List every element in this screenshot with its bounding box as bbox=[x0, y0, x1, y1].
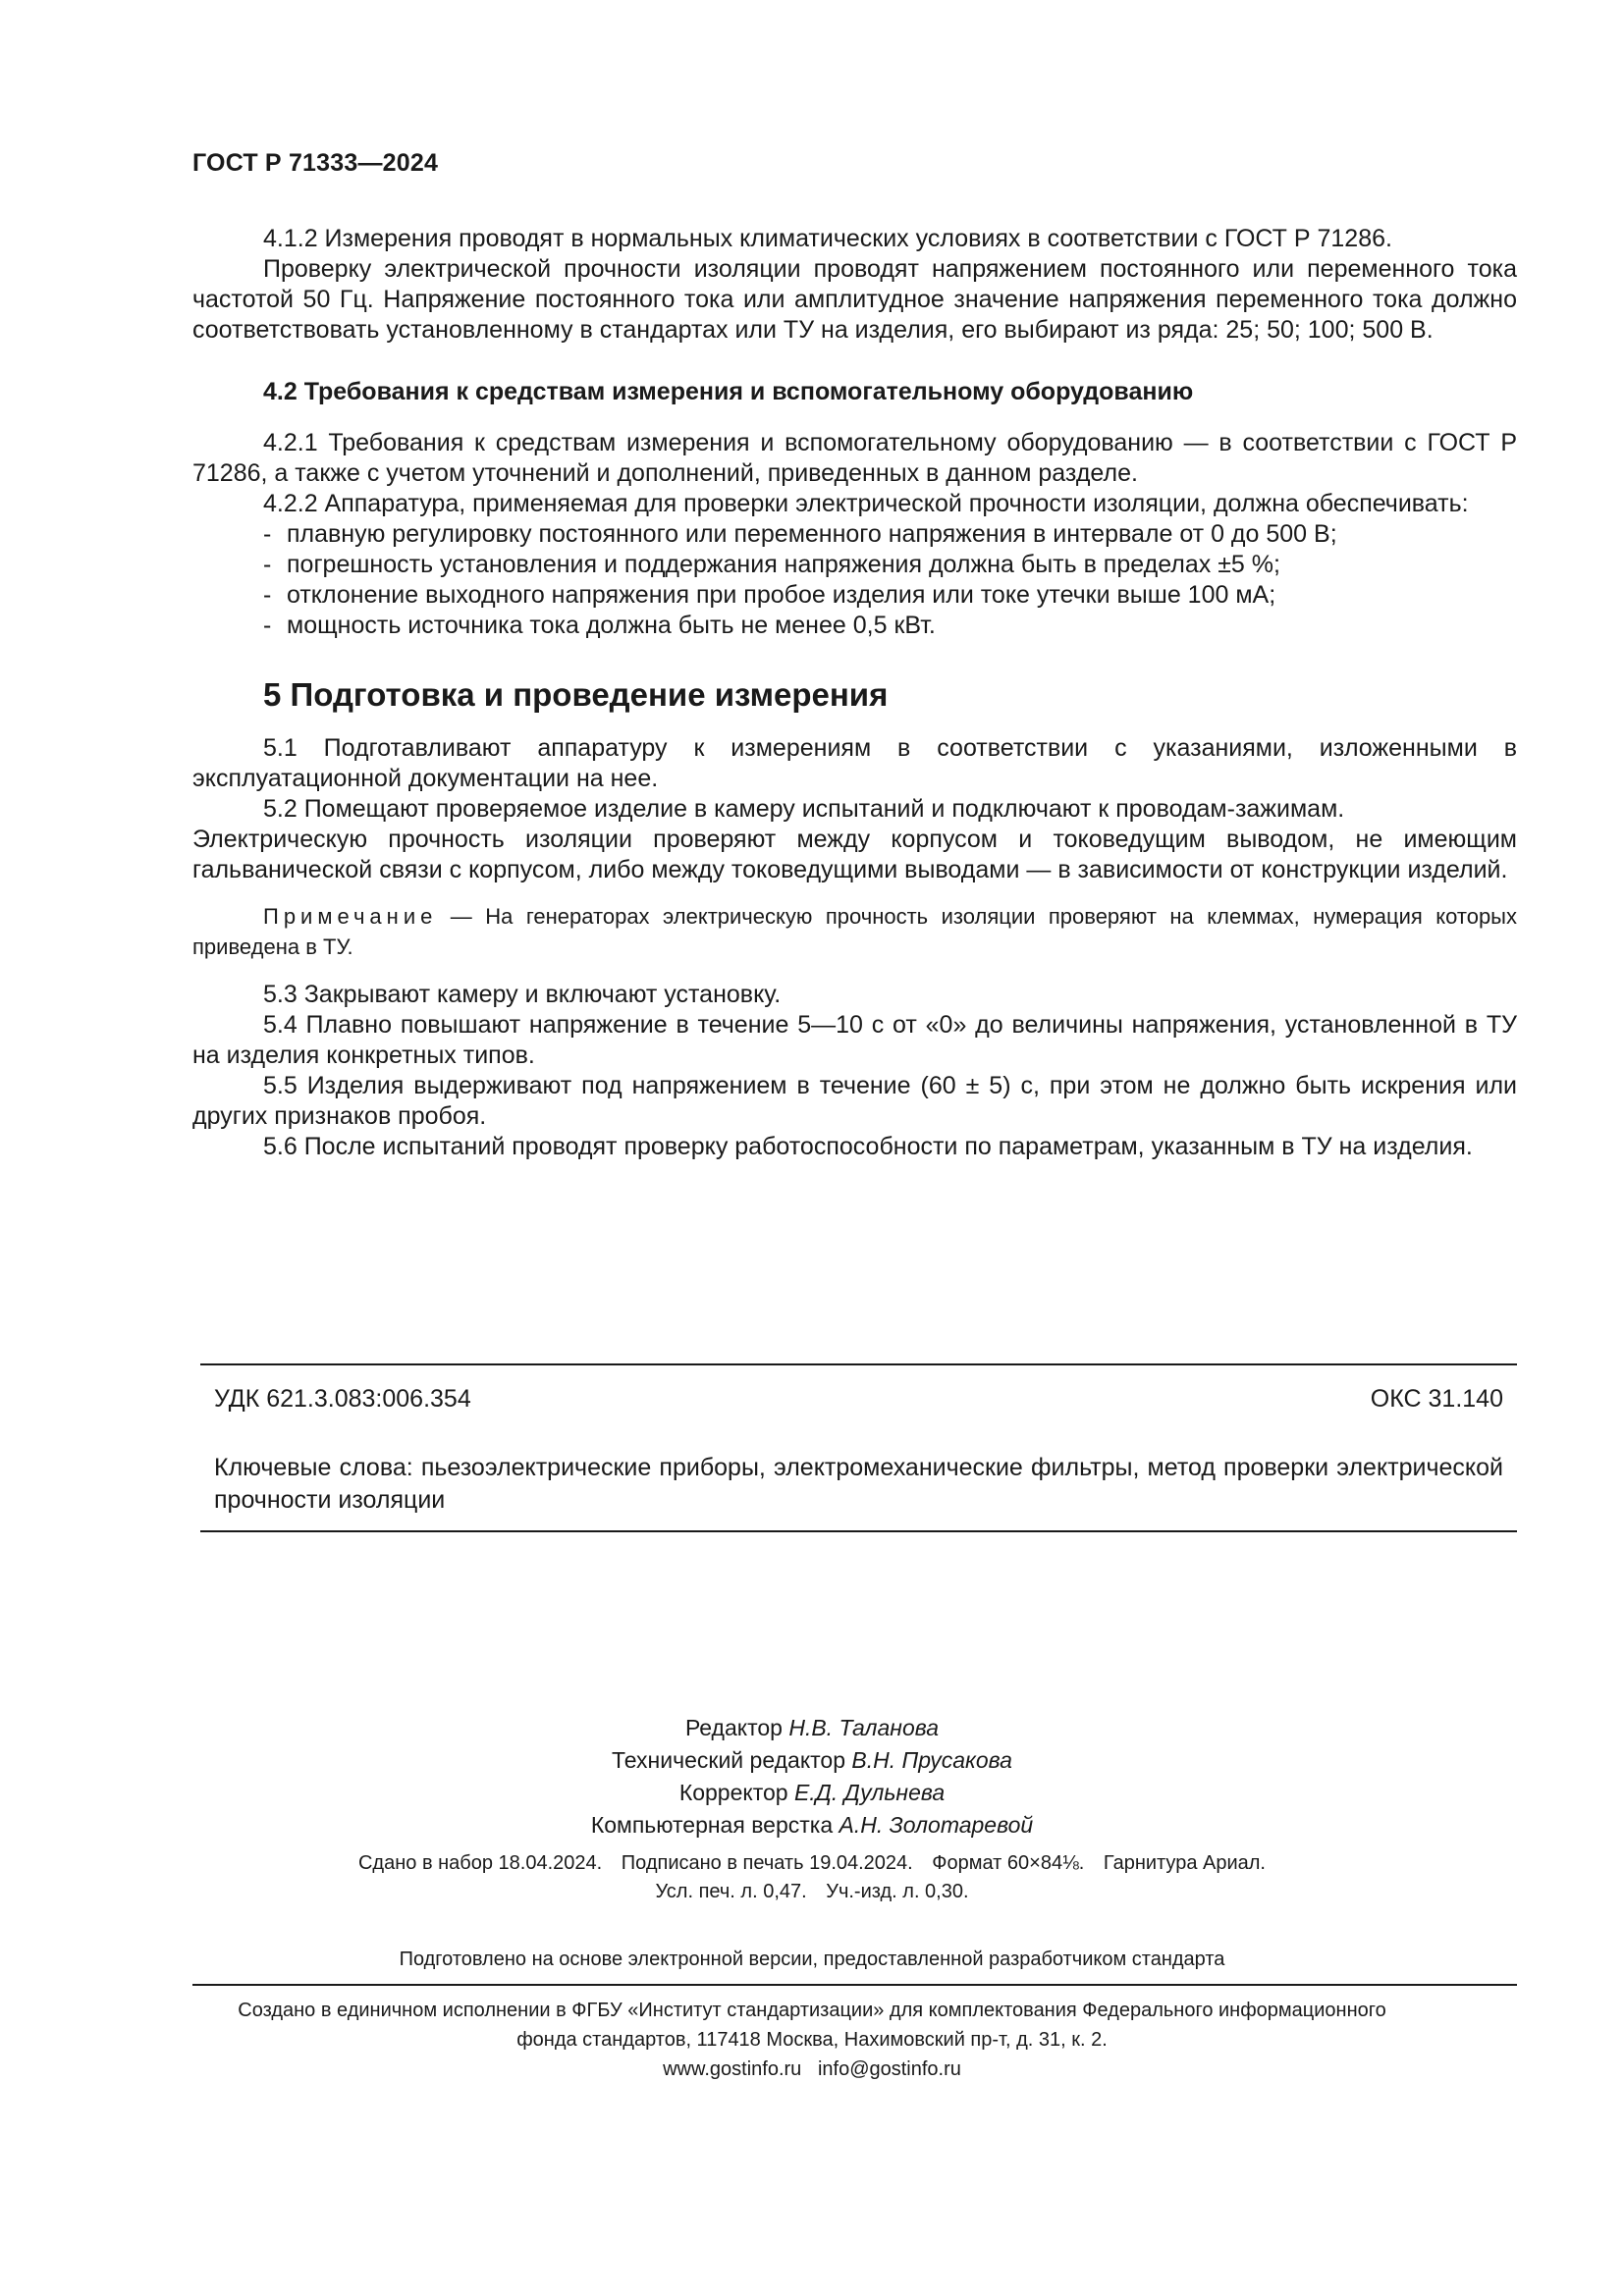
paragraph-5-2-continued: Электрическую прочность изоляции проверяют между корпусом и токоведущим выводом, не имеющим гальванической связи с корпусом, либо между токоведущими выводами — в зависимости от конструкции изделий. bbox=[192, 826, 1517, 883]
note-text: — На генераторах электрическую прочность изоляции проверяют на клеммах, нумерация которых приведена в ТУ. bbox=[192, 904, 1517, 959]
sent-date: Сдано в набор 18.04.2024. bbox=[357, 1852, 603, 1874]
paper-format: Формат 60×84⅛. bbox=[932, 1852, 1085, 1874]
paragraph-4-1-2-continued: Проверку электрической прочности изоляции проводят напряжением постоянного или переменного тока частотой 50 Гц. Напряжение постоянного тока или амплитудное значение напряжения переменного тока должно соответствовать установленному в стандартах или ТУ на изделия, его выбирают из ряда: 25; 50; 100; 500 В. bbox=[192, 255, 1517, 344]
list-item-text: погрешность установления и поддержания напряжения должна быть в пределах ±5 %; bbox=[287, 551, 1280, 578]
document-number: ГОСТ Р 71333—2024 bbox=[192, 149, 439, 177]
list-item bbox=[192, 550, 1517, 580]
paragraph-4-2-2: 4.2.2 Аппаратура, применяемая для проверки электрической прочности изоляции, должна обеспечивать: bbox=[263, 490, 1469, 517]
divider bbox=[192, 1984, 1517, 1986]
publisher-line: фонда стандартов, 117418 Москва, Нахимовский пр-т, д. 31, к. 2. bbox=[516, 2029, 1108, 2051]
paragraph-5-4: 5.4 Плавно повышают напряжение в течение 5—10 с от «0» до величины напряжения, установленной в ТУ на изделия конкретных типов. bbox=[192, 1011, 1517, 1069]
paragraph-4-1-2: 4.1.2 Измерения проводят в нормальных климатических условиях в соответствии с ГОСТ Р 71286. bbox=[263, 225, 1392, 252]
list-item bbox=[192, 580, 1517, 611]
list-dash: - bbox=[263, 612, 272, 639]
classification-row bbox=[200, 1365, 1517, 1418]
oks-code: ОКС 31.140 bbox=[1370, 1385, 1503, 1413]
paragraph-5-1: 5.1 Подготавливают аппаратуру к измерениям в соответствии с указаниями, изложенными в эксплуатационной документации на нее. bbox=[192, 734, 1517, 792]
edition-sheets: Уч.-изд. л. 0,30. bbox=[826, 1881, 969, 1902]
section-heading-5: 5 Подготовка и проведение измерения bbox=[263, 676, 889, 713]
credit-role: Корректор bbox=[678, 1780, 788, 1805]
publisher-line: Создано в единичном исполнении в ФГБУ «Институт стандартизации» для комплектования Федерального информационного bbox=[238, 2000, 1386, 2021]
list-item bbox=[192, 519, 1517, 550]
prepared-note: Подготовлено на основе электронной версии, предоставленной разработчиком стандарта bbox=[399, 1949, 1225, 1970]
print-sheets: Усл. печ. л. 0,47. bbox=[655, 1881, 807, 1902]
email-link[interactable]: info@gostinfo.ru bbox=[817, 2058, 961, 2080]
typeface: Гарнитура Ариал. bbox=[1103, 1852, 1266, 1874]
list-dash: - bbox=[263, 551, 272, 578]
credit-role: Технический редактор bbox=[612, 1747, 846, 1773]
print-line bbox=[0, 1878, 1624, 1906]
paragraph-5-6: 5.6 После испытаний проводят проверку работоспособности по параметрам, указанным в ТУ на изделия. bbox=[263, 1133, 1473, 1160]
publisher-contacts bbox=[0, 2055, 1624, 2084]
classification-block bbox=[200, 1363, 1517, 1532]
credit-role: Редактор bbox=[684, 1715, 783, 1740]
credit-name: Н.В. Таланова bbox=[788, 1715, 940, 1740]
editorial-credits bbox=[0, 1712, 1624, 1842]
signed-date: Подписано в печать 19.04.2024. bbox=[621, 1852, 913, 1874]
website-link[interactable]: www.gostinfo.ru bbox=[663, 2058, 802, 2080]
note bbox=[192, 901, 1517, 962]
list-item-text: отклонение выходного напряжения при пробое изделия или токе утечки выше 100 мА; bbox=[287, 581, 1276, 609]
list-item-text: мощность источника тока должна быть не менее 0,5 кВт. bbox=[287, 612, 936, 639]
subsection-heading-4-2: 4.2 Требования к средствам измерения и вспомогательному оборудованию bbox=[263, 378, 1194, 405]
paragraph-5-2: 5.2 Помещают проверяемое изделие в камеру испытаний и подключают к проводам-зажимам. bbox=[263, 795, 1345, 823]
publisher-info bbox=[0, 1996, 1624, 2084]
paragraph-5-5: 5.5 Изделия выдерживают под напряжением в течение (60 ± 5) с, при этом не должно быть искрения или других признаков пробоя. bbox=[192, 1072, 1517, 1130]
credit-role: Компьютерная верстка bbox=[590, 1812, 834, 1838]
paragraph-5-3: 5.3 Закрывают камеру и включают установку. bbox=[263, 981, 782, 1008]
note-label: Примечание bbox=[263, 904, 438, 929]
keywords: Ключевые слова: пьезоэлектрические приборы, электромеханические фильтры, метод проверки электрической прочности изоляции bbox=[214, 1454, 1503, 1514]
credit-line bbox=[0, 1712, 1624, 1744]
main-content bbox=[192, 224, 1517, 1162]
credit-line bbox=[0, 1744, 1624, 1777]
list-item bbox=[192, 611, 1517, 641]
credit-line bbox=[0, 1777, 1624, 1809]
credit-name: Е.Д. Дульнева bbox=[793, 1780, 946, 1805]
credit-line bbox=[0, 1809, 1624, 1842]
list-dash: - bbox=[263, 581, 272, 609]
paragraph-4-2-1: 4.2.1 Требования к средствам измерения и вспомогательному оборудованию — в соответствии с ГОСТ Р 71286, а также с учетом уточнений и дополнений, приведенных в данном разделе. bbox=[192, 429, 1517, 487]
credit-name: В.Н. Прусакова bbox=[851, 1747, 1012, 1773]
divider bbox=[200, 1530, 1517, 1532]
list-dash: - bbox=[263, 520, 272, 548]
udk-code: УДК 621.3.083:006.354 bbox=[214, 1385, 471, 1413]
print-information bbox=[0, 1849, 1624, 1906]
credit-name: А.Н. Золотаревой bbox=[839, 1812, 1034, 1838]
print-line bbox=[0, 1849, 1624, 1878]
list-item-text: плавную регулировку постоянного или переменного напряжения в интервале от 0 до 500 В; bbox=[287, 520, 1337, 548]
